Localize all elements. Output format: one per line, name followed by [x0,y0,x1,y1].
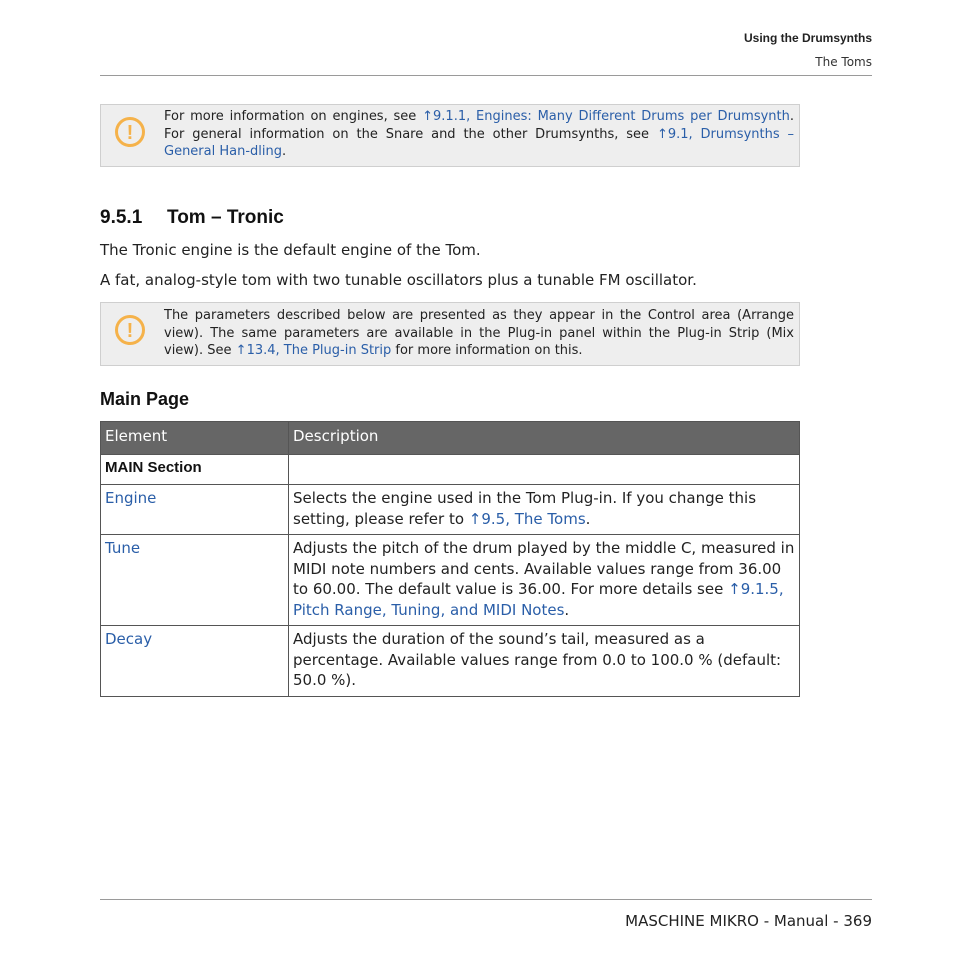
section-title: Tom – Tronic [167,207,284,228]
warning-icon: ! [115,117,145,147]
link-drumsynths-general-label: 9.1, Drumsynths – General Han-dling [164,126,794,159]
note-text-part: The parameters described below are presented as they appear in the Control area (Arrange view). The same parameters are available in the Plug-in panel within the Plug-in Strip (Mix view). See [164,308,794,358]
section-number: 9.5.1 [100,207,143,228]
description-cell [289,485,800,535]
empty-cell [289,455,800,485]
running-header-subsection: The Toms [815,55,872,69]
description-cell [289,626,800,697]
arrow-up-icon: ↑ [235,343,247,358]
description-text: Selects the engine used in the Tom Plug-in. If you change this setting, please refer to [293,489,757,528]
arrow-up-icon: ↑ [656,126,668,142]
description-text-end: . [585,509,591,528]
section-label: MAIN Section [101,455,289,485]
page-footer: MASCHINE MIKRO - Manual - 369 [625,912,872,930]
description-cell [289,535,800,626]
table-row [101,626,800,697]
paragraph-default-engine: The Tronic engine is the default engine of the Tom. [100,241,481,259]
arrow-up-icon: ↑ [728,580,741,598]
running-header-section: Using the Drumsynths [743,31,872,45]
note-text [164,108,794,161]
note-text-part: . For general information on the Snare and the other Drumsynths, see [164,109,794,142]
element-decay[interactable]: Decay [101,626,289,697]
footer-divider [100,899,872,900]
table-header-row [101,422,800,455]
link-plugin-strip[interactable] [236,343,392,358]
table-section-row [101,455,800,485]
link-the-toms-label: 9.5, The Toms [481,509,586,528]
description-text: Adjusts the pitch of the drum played by the middle C, measured in MIDI note numbers and cents. Available values range from 36.00 to 60.00. The default value is 36.00. For more details see [293,539,795,598]
description-text-end: . [564,600,570,619]
table-row [101,485,800,535]
warning-icon: ! [115,315,145,345]
note-text-part: . [282,144,287,159]
header-divider [100,75,872,76]
note-text [164,307,794,360]
note-text-part: For more information on engines, see [164,109,423,124]
link-engines-label: 9.1.1, Engines: Many Different Drums per Drumsynth [433,109,790,124]
link-engines[interactable] [422,109,790,124]
paragraph-description: A fat, analog-style tom with two tunable oscillators plus a tunable FM oscillator. [100,271,697,289]
arrow-up-icon: ↑ [468,509,482,528]
note-text-part: for more information on this. [391,343,583,358]
note-box-parameters [100,302,800,366]
section-heading [100,207,284,229]
arrow-up-icon: ↑ [422,109,434,124]
element-tune[interactable]: Tune [101,535,289,626]
element-engine[interactable]: Engine [101,485,289,535]
note-box-engines [100,104,800,167]
link-the-toms[interactable] [469,510,586,528]
column-header-element: Element [101,422,289,455]
subsection-heading: Main Page [100,389,190,409]
link-pitch-range-label: 9.1.5, Pitch Range, Tuning, and MIDI Notes [293,580,784,619]
table-row [101,535,800,626]
description-text: Adjusts the duration of the sound’s tail, measured as a percentage. Available values range from 0.0 to 100.0 % (default: 50.0 %). [293,630,782,689]
column-header-description: Description [289,422,800,455]
parameter-table [100,421,800,697]
link-plugin-strip-label: 13.4, The Plug-in Strip [246,343,392,358]
